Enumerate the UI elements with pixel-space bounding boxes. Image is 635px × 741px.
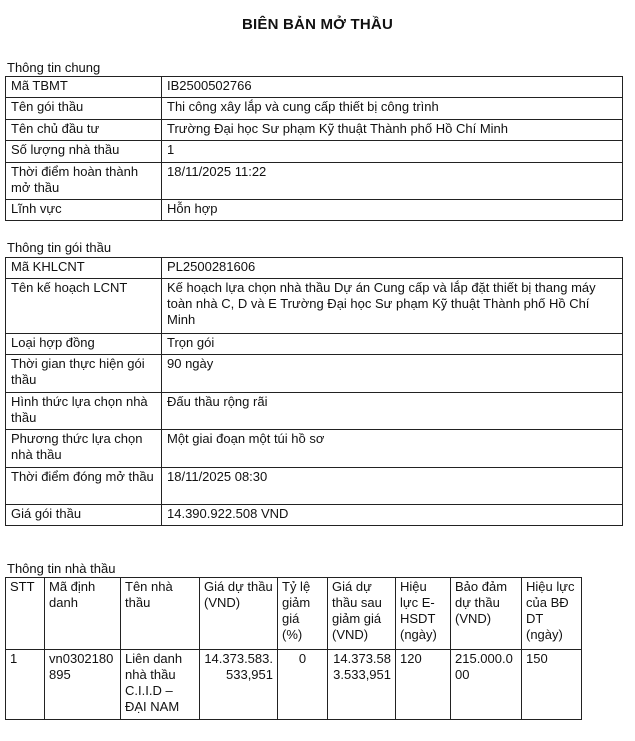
field-value: Trọn gói (162, 334, 623, 355)
field-label: Tên chủ đầu tư (6, 120, 162, 141)
field-label: Lĩnh vực (6, 200, 162, 221)
cell-guarantee-validity: 150 (522, 650, 582, 720)
table-row (6, 355, 623, 393)
field-label: Số lượng nhà thầu (6, 141, 162, 163)
field-value: 14.390.922.508 VND (162, 505, 623, 526)
cell-guarantee: 215.000.000 (451, 650, 522, 720)
field-label: Thời điểm hoàn thành mở thầu (6, 163, 162, 200)
column-header-name: Tên nhà thầu (121, 578, 200, 650)
field-value: IB2500502766 (162, 77, 623, 98)
document-title: BIÊN BẢN MỞ THẦU (242, 16, 393, 33)
table-row (6, 163, 623, 200)
field-label: Phương thức lựa chọn nhà thầu (6, 430, 162, 468)
table-row (6, 505, 623, 526)
field-label: Thời điểm đóng mở thầu (6, 468, 162, 505)
field-label: Tên kế hoạch LCNT (6, 279, 162, 334)
table-row (6, 258, 623, 279)
field-value: 18/11/2025 08:30 (162, 468, 623, 505)
field-value: Trường Đại học Sư phạm Kỹ thuật Thành phố Hồ Chí Minh (162, 120, 623, 141)
table-row (6, 120, 623, 141)
column-header-id: Mã định danh (45, 578, 121, 650)
field-label: Mã KHLCNT (6, 258, 162, 279)
table-row (6, 98, 623, 120)
field-value: Kế hoạch lựa chọn nhà thầu Dự án Cung cấp và lắp đặt thiết bị thang máy toàn nhà C, D và E Trường Đại học Sư phạm Kỹ thuật Thành phố Hồ Chí Minh (162, 279, 623, 334)
column-header-discount: Tỷ lệ giảm giá (%) (278, 578, 328, 650)
table-row (6, 393, 623, 430)
bidders-table (5, 577, 582, 720)
cell-name: Liên danh nhà thầu C.I.I.D – ĐẠI NAM (121, 650, 200, 720)
table-header-row (6, 578, 582, 650)
column-header-guarantee-validity: Hiệu lực của BĐ DT (ngày) (522, 578, 582, 650)
column-header-guarantee: Bảo đảm dự thầu (VND) (451, 578, 522, 650)
general-section-heading: Thông tin chung (7, 60, 101, 75)
cell-price-after-discount: 14.373.583.533,951 (328, 650, 396, 720)
column-header-bid-price: Giá dự thầu (VND) (200, 578, 278, 650)
cell-id: vn0302180895 (45, 650, 121, 720)
field-label: Mã TBMT (6, 77, 162, 98)
field-value: 1 (162, 141, 623, 163)
field-value: Một giai đoạn một túi hồ sơ (162, 430, 623, 468)
column-header-validity: Hiệu lực E-HSDT (ngày) (396, 578, 451, 650)
table-row (6, 468, 623, 505)
cell-bid-price: 14.373.583.533,951 (200, 650, 278, 720)
field-label: Tên gói thầu (6, 98, 162, 120)
table-row (6, 650, 582, 720)
field-label: Thời gian thực hiện gói thầu (6, 355, 162, 393)
table-row (6, 334, 623, 355)
table-row (6, 77, 623, 98)
field-label: Giá gói thầu (6, 505, 162, 526)
cell-discount: 0 (278, 650, 328, 720)
field-value: 90 ngày (162, 355, 623, 393)
table-row (6, 200, 623, 221)
package-info-table (5, 257, 623, 526)
field-value: Đấu thầu rộng rãi (162, 393, 623, 430)
table-row (6, 430, 623, 468)
field-value: Thi công xây lắp và cung cấp thiết bị công trình (162, 98, 623, 120)
field-label: Hình thức lựa chọn nhà thầu (6, 393, 162, 430)
column-header-stt: STT (6, 578, 45, 650)
field-value: 18/11/2025 11:22 (162, 163, 623, 200)
cell-validity: 120 (396, 650, 451, 720)
table-row (6, 279, 623, 334)
table-row (6, 141, 623, 163)
field-value: Hỗn hợp (162, 200, 623, 221)
field-label: Loại hợp đồng (6, 334, 162, 355)
package-section-heading: Thông tin gói thầu (7, 240, 112, 255)
general-info-table (5, 76, 623, 221)
bidders-section-heading: Thông tin nhà thầu (7, 561, 116, 576)
column-header-price-after-discount: Giá dự thầu sau giảm giá (VND) (328, 578, 396, 650)
cell-stt: 1 (6, 650, 45, 720)
field-value: PL2500281606 (162, 258, 623, 279)
